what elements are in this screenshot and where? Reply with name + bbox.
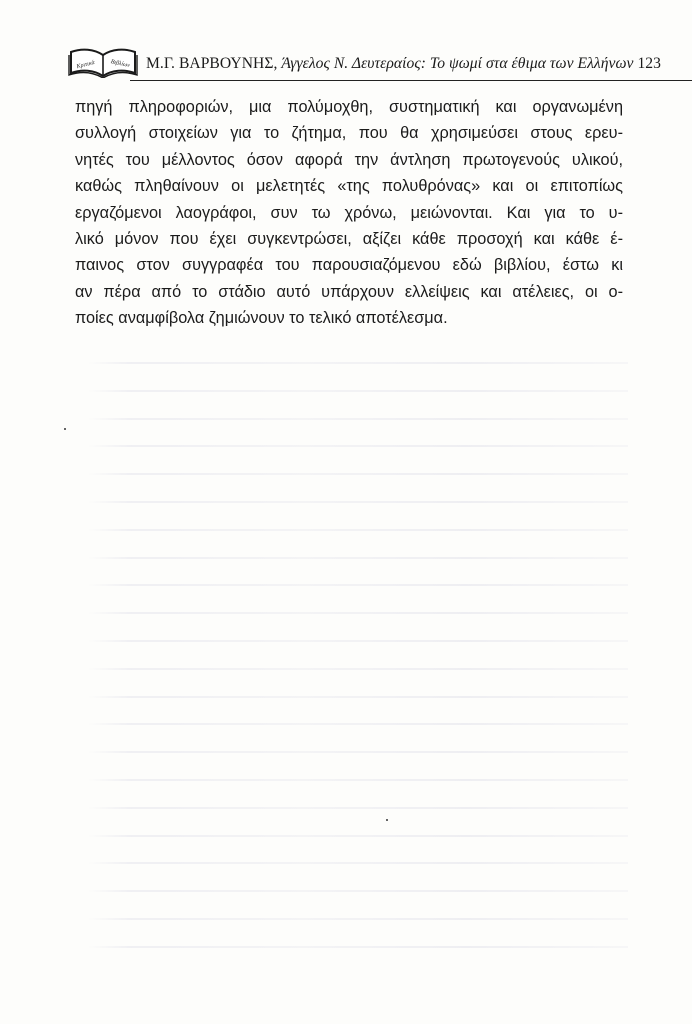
text-line: πηγή πληροφοριών, μια πολύμοχθη, συστηματική και οργανωμένη bbox=[75, 98, 623, 116]
body-paragraph bbox=[75, 94, 623, 332]
text-line: ποίες αναμφίβολα ζημιώνουν το τελικό αποτέλεσμα. bbox=[75, 309, 448, 328]
show-through-background bbox=[88, 362, 628, 982]
logo-right-word: Βιβλίων bbox=[110, 59, 131, 69]
text-line: συλλογή στοιχείων για το ζήτημα, που θα χρησιμεύσει στους ερευ- bbox=[75, 124, 623, 143]
text-line: εργαζόμενοι λαογράφοι, συν τω χρόνω, μειώνονται. Και για το υ- bbox=[75, 203, 623, 222]
running-header bbox=[68, 46, 661, 82]
open-book-icon bbox=[68, 46, 138, 78]
header-rule bbox=[130, 80, 692, 81]
text-line: αν πέρα από το στάδιο αυτό υπάρχουν ελλείψεις και ατέλειες, οι ο- bbox=[75, 282, 623, 301]
running-header-text bbox=[146, 55, 661, 73]
text-line: νητές του μέλλοντος όσον αφορά την άντληση πρωτογενούς υλικού, bbox=[75, 150, 623, 169]
header-book-title: Άγγελος Ν. Δευτεραίος: Το ψωμί στα έθιμα των Ελλήνων bbox=[281, 55, 634, 72]
logo-left-word: Κριτικά bbox=[76, 59, 96, 71]
scan-speck bbox=[386, 819, 388, 821]
text-line: λικό μόνον που έχει συγκεντρώσει, αξίζει κάθε προσοχή και κάθε έ- bbox=[75, 229, 623, 248]
page-number: 123 bbox=[637, 55, 661, 72]
header-author: Μ.Γ. ΒΑΡΒΟΥΝΗΣ, bbox=[146, 55, 278, 72]
text-line: παινος στον συγγραφέα του παρουσιαζόμενου εδώ βιβλίου, έστω κι bbox=[75, 256, 623, 275]
text-line: καθώς πληθαίνουν οι μελετητές «της πολυθρόνας» και οι επιτοπίως bbox=[75, 177, 623, 196]
scan-speck bbox=[64, 428, 66, 430]
